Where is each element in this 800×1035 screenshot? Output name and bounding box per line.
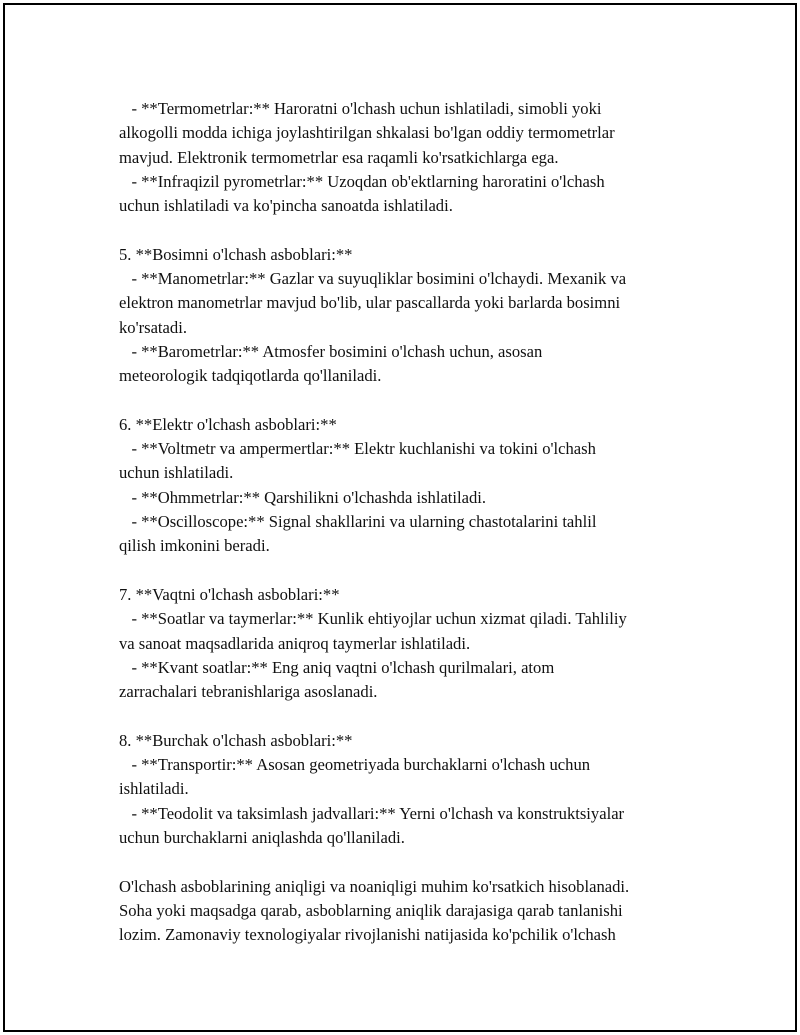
text-line: - **Kvant soatlar:** Eng aniq vaqtni o'lchash qurilmalari, atom xyxy=(119,657,555,677)
text-line: elektron manometrlar mavjud bo'lib, ular pascallarda yoki barlarda bosimni xyxy=(119,293,621,313)
blank-line xyxy=(119,850,719,874)
blank-line xyxy=(119,704,719,728)
text-line: uchun ishlatiladi. xyxy=(119,463,234,483)
text-line: - **Voltmetr va ampermertlar:** Elektr kuchlanishi va tokini o'lchash xyxy=(119,439,596,459)
text-line: Soha yoki maqsadga qarab, asboblarning aniqlik darajasiga qarab tanlanishi xyxy=(119,900,623,920)
text-line: - **Teodolit va taksimlash jadvallari:** Yerni o'lchash va konstruktsiyalar xyxy=(119,803,625,823)
text-line: - **Transportir:** Asosan geometriyada burchaklarni o'lchash uchun xyxy=(119,755,591,775)
text-line: 7. **Vaqtni o'lchash asboblari:** xyxy=(119,584,340,604)
text-line: uchun ishlatiladi va ko'pincha sanoatda ishlatiladi. xyxy=(119,196,453,216)
text-line: - **Barometrlar:** Atmosfer bosimini o'lchash uchun, asosan xyxy=(119,341,543,361)
text-line: 6. **Elektr o'lchash asboblari:** xyxy=(119,414,337,434)
text-line: 8. **Burchak o'lchash asboblari:** xyxy=(119,730,353,750)
text-line: - **Manometrlar:** Gazlar va suyuqliklar bosimini o'lchaydi. Mexanik va xyxy=(119,269,627,289)
text-line: ishlatiladi. xyxy=(119,779,189,799)
text-line: - **Termometrlar:** Haroratni o'lchash uchun ishlatiladi, simobli yoki xyxy=(119,99,602,118)
text-line: ko'rsatadi. xyxy=(119,317,187,337)
text-line: 5. **Bosimni o'lchash asboblari:** xyxy=(119,244,353,264)
text-line: va sanoat maqsadlarida aniqroq taymerlar ishlatiladi. xyxy=(119,633,471,653)
text-line: zarrachalari tebranishlariga asoslanadi. xyxy=(119,682,378,702)
text-line: - **Infraqizil pyrometrlar:** Uzoqdan ob'ektlarning haroratini o'lchash xyxy=(119,171,605,191)
document-page xyxy=(3,3,797,1032)
blank-line xyxy=(119,389,719,413)
text-line: qilish imkonini beradi. xyxy=(119,536,270,556)
text-line: - **Oscilloscope:** Signal shakllarini va ularning chastotalarini tahlil xyxy=(119,512,597,532)
text-line: uchun burchaklarni aniqlashda qo'llaniladi. xyxy=(119,827,405,847)
text-line: - **Ohmmetrlar:** Qarshilikni o'lchashda ishlatiladi. xyxy=(119,487,487,507)
text-line: alkogolli modda ichiga joylashtirilgan shkalasi bo'lgan oddiy termometrlar xyxy=(119,123,615,143)
text-line: - **Soatlar va taymerlar:** Kunlik ehtiyojlar uchun xizmat qiladi. Tahliliy xyxy=(119,609,627,629)
text-line: lozim. Zamonaviy texnologiyalar rivojlanishi natijasida ko'pchilik o'lchash xyxy=(119,925,616,945)
blank-line xyxy=(119,218,719,242)
text-line: mavjud. Elektronik termometrlar esa raqamli ko'rsatkichlarga ega. xyxy=(119,147,559,167)
document-body xyxy=(119,97,719,947)
text-line: meteorologik tadqiqotlarda qo'llaniladi. xyxy=(119,366,382,386)
blank-line xyxy=(119,559,719,583)
text-line: O'lchash asboblarining aniqligi va noaniqligi muhim ko'rsatkich hisoblanadi. xyxy=(119,876,630,896)
